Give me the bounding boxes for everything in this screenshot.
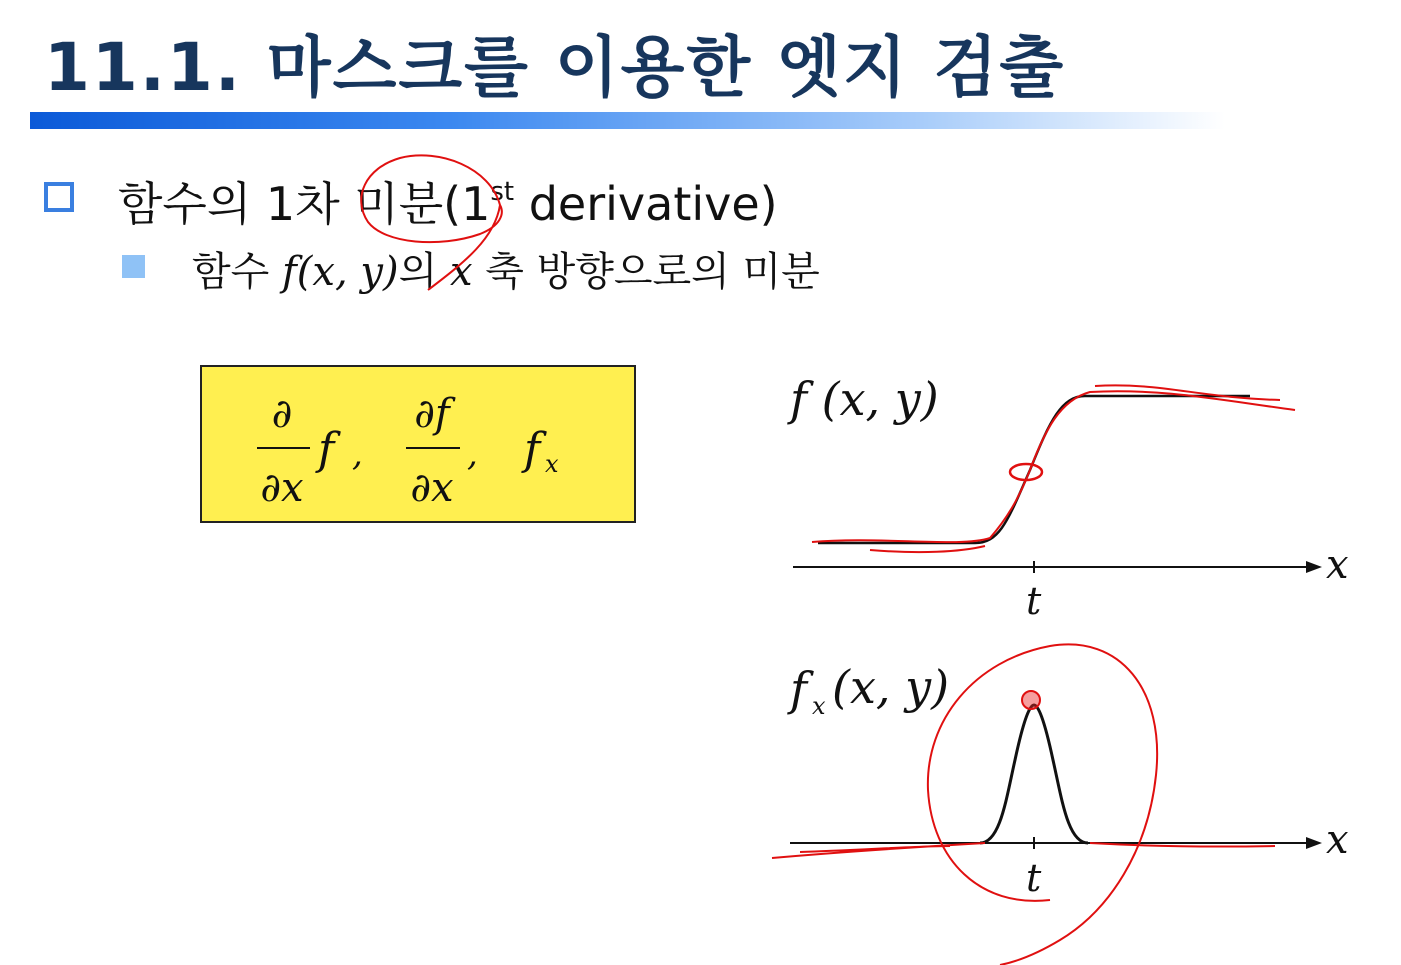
graph-function-f bbox=[787, 372, 1349, 623]
annotation-baseline-trace bbox=[772, 843, 1275, 858]
bullet2-axis-var: x bbox=[449, 249, 473, 295]
bullet2-middle: 의 bbox=[398, 249, 450, 295]
graph-bottom-axis-label: x bbox=[1326, 817, 1349, 863]
formula-comma-1: , bbox=[352, 434, 363, 474]
graph-bottom-label-sub: x bbox=[812, 692, 826, 720]
graph-bottom-tick-label: t bbox=[1026, 856, 1042, 900]
formula-partial-numerator: ∂ bbox=[271, 391, 293, 437]
slide-title: 11.1. 마스크를 이용한 엣지 검출 bbox=[44, 29, 1066, 106]
annotation-peak-dot bbox=[1022, 691, 1040, 709]
annotation-title-circle bbox=[361, 155, 502, 290]
formula-fx-subscript: x bbox=[545, 450, 559, 478]
bullet1-superscript: st bbox=[490, 176, 515, 207]
bullet1-text-after: derivative) bbox=[514, 177, 778, 231]
formula-partial-f-numerator: ∂f bbox=[414, 391, 450, 437]
bullet1-text-before: 함수의 1차 미분(1 bbox=[118, 177, 491, 231]
formula-partial-f-denominator: ∂x bbox=[410, 465, 454, 511]
formula-partial-denominator: ∂x bbox=[260, 465, 304, 511]
graph-bottom-arrowhead-icon bbox=[1306, 837, 1322, 849]
graph-top-tick-label: t bbox=[1026, 579, 1042, 623]
formula-fx-base: f bbox=[524, 424, 541, 475]
bullet2-prefix: 함수 bbox=[192, 249, 282, 295]
graph-derivative-fx bbox=[772, 644, 1349, 965]
graph-top-arrowhead-icon bbox=[1306, 561, 1322, 573]
graph-bottom-label-base: f bbox=[790, 662, 808, 716]
graph-bottom-peak-curve bbox=[980, 705, 1088, 843]
bullet2-function: f(x, y) bbox=[282, 249, 399, 295]
graph-bottom-label-args: (x, y) bbox=[832, 660, 950, 714]
formula-comma-2: , bbox=[467, 434, 478, 474]
graph-top-axis-label: x bbox=[1326, 542, 1349, 588]
graph-top-label: f (x, y) bbox=[790, 372, 939, 426]
formula-f: f bbox=[318, 424, 335, 475]
annotation-circle-peak bbox=[928, 644, 1157, 965]
bullet2-suffix: 축 방향으로의 미분 bbox=[472, 249, 820, 295]
